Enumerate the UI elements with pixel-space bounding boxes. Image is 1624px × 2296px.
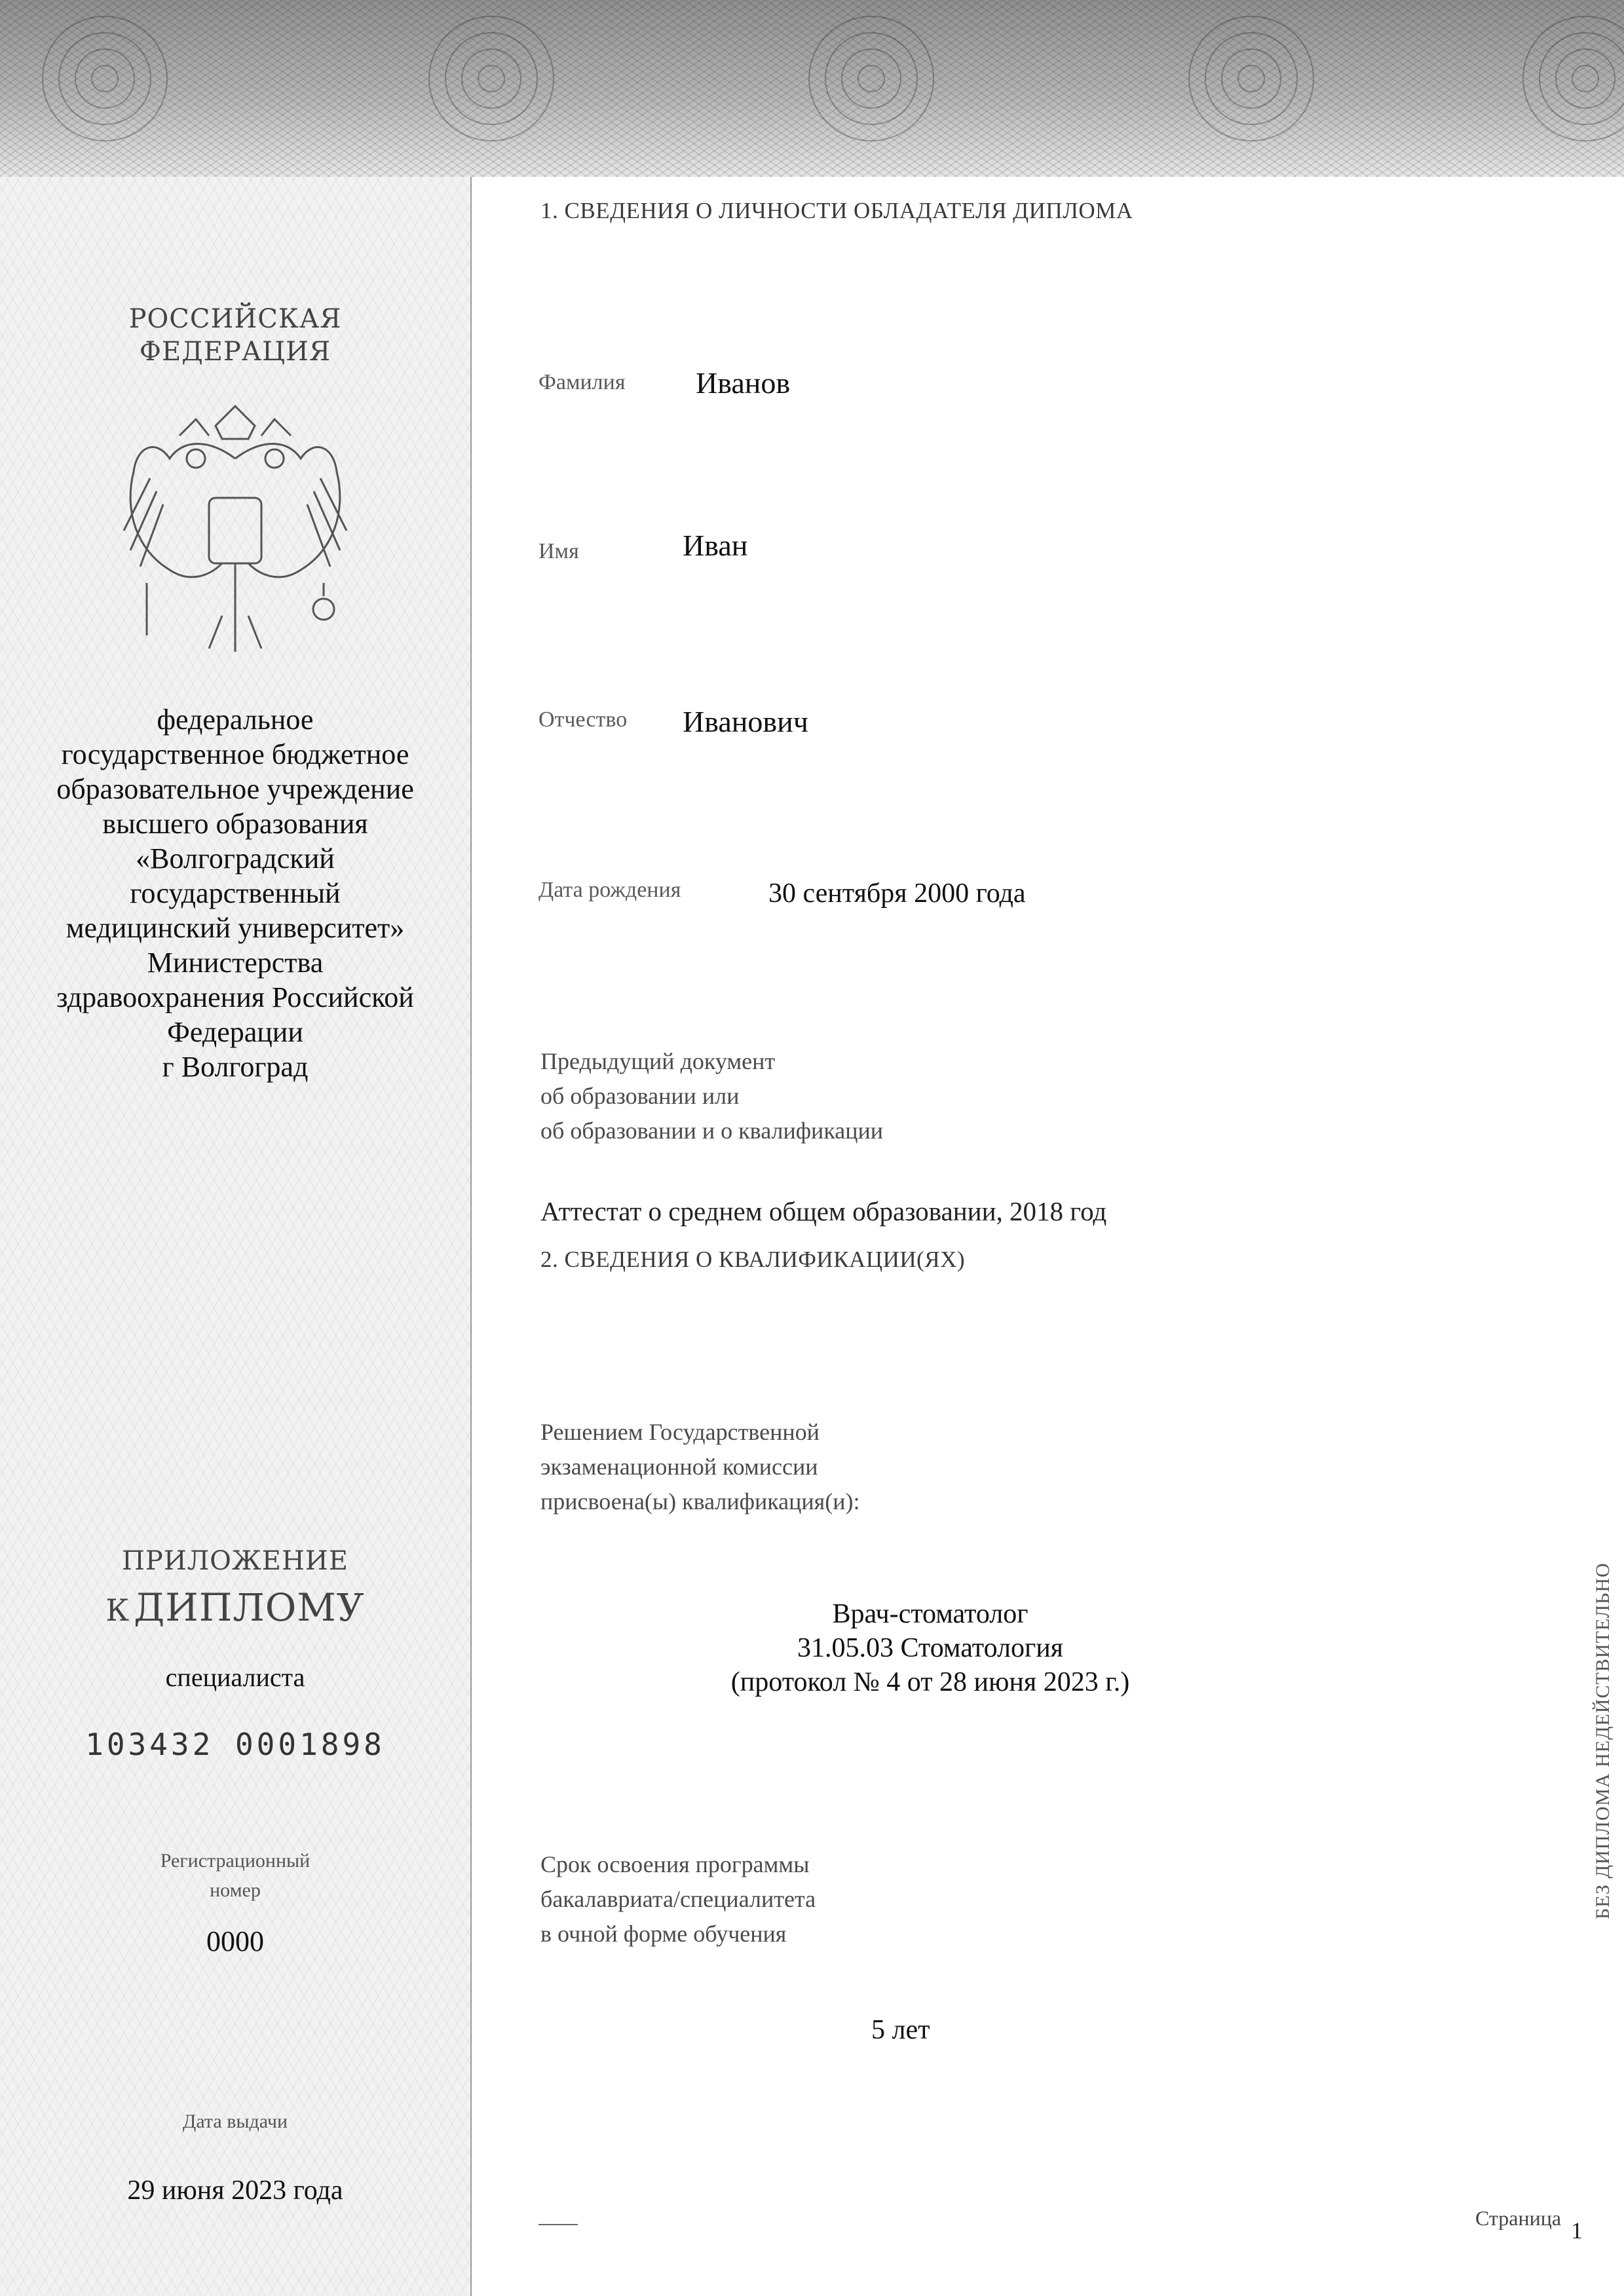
institution-line: г Волгоград — [162, 1051, 309, 1083]
surname-value: Иванов — [696, 366, 791, 400]
validity-side-note: БЕЗ ДИПЛОМА НЕДЕЙСТВИТЕЛЬНО — [1592, 1562, 1614, 1919]
doc-title-line-2 — [0, 1585, 470, 1630]
page-number: 1 — [1571, 2217, 1583, 2244]
institution-line: Федерации — [167, 1016, 303, 1048]
reg-label — [0, 1846, 470, 1905]
decision-label-line: присвоена(ы) квалификация(и): — [540, 1488, 860, 1515]
institution-name — [0, 702, 470, 1084]
institution-line: «Волгоградский — [136, 842, 335, 875]
doc-title-main: ДИПЛОМУ — [134, 1585, 365, 1630]
qualification — [681, 1597, 1179, 1699]
term-value: 5 лет — [871, 2015, 930, 2045]
reg-label-line-2: номер — [210, 1879, 261, 1901]
issue-date: 29 июня 2023 года — [127, 2175, 343, 2206]
term-label-line: бакалавриата/специалитета — [540, 1886, 816, 1912]
qualification-title: Врач-стоматолог — [832, 1599, 1029, 1629]
name-value: Иван — [683, 529, 748, 562]
decision-label-line: экзаменационной комиссии — [540, 1454, 818, 1480]
double-headed-eagle-icon — [111, 400, 360, 662]
section1-heading: 1. СВЕДЕНИЯ О ЛИЧНОСТИ ОБЛАДАТЕЛЯ ДИПЛОМА — [540, 198, 1133, 223]
institution-line: здравоохранения Российской — [56, 981, 414, 1013]
decision-label-line: Решением Государственной — [540, 1419, 820, 1445]
surname-label: Фамилия — [538, 370, 626, 394]
institution-line: образовательное учреждение — [56, 773, 414, 805]
doc-title-line-1: ПРИЛОЖЕНИЕ — [122, 1546, 349, 1576]
institution-line: Министерства — [147, 947, 324, 979]
prev-doc-label-line: об образовании или — [540, 1083, 740, 1109]
institution-line: государственный — [130, 877, 341, 909]
birth-date-value: 30 сентября 2000 года — [768, 878, 1026, 909]
prev-doc-label — [540, 1044, 883, 1148]
prev-doc-label-line: Предыдущий документ — [540, 1048, 776, 1074]
qualification-protocol: (протокол № 4 от 28 июня 2023 г.) — [730, 1667, 1130, 1697]
rosette-ornaments — [0, 0, 1624, 177]
term-label — [540, 1847, 816, 1951]
serial-number: 103432 0001898 — [85, 1727, 385, 1762]
page-label: Страница — [1475, 2206, 1562, 2230]
country-line-2: ФЕДЕРАЦИЯ — [139, 337, 331, 367]
institution-line: федеральное — [157, 704, 314, 736]
decision-label — [540, 1415, 859, 1519]
term-label-line: Срок освоения программы — [540, 1851, 810, 1877]
reg-number: 0000 — [206, 1925, 264, 1957]
qualification-specialty: 31.05.03 Стоматология — [797, 1633, 1064, 1663]
section2-heading: 2. СВЕДЕНИЯ О КВАЛИФИКАЦИИ(ЯХ) — [540, 1247, 966, 1272]
country-line-1: РОССИЙСКАЯ — [128, 304, 342, 334]
institution-line: высшего образования — [102, 808, 368, 840]
institution-line: государственное бюджетное — [61, 738, 409, 770]
term-label-line: в очной форме обучения — [540, 1921, 787, 1947]
country-name — [0, 303, 470, 368]
guilloche-header-band — [0, 0, 1624, 177]
degree-level: специалиста — [165, 1663, 305, 1692]
reg-label-line-1: Регистрационный — [160, 1850, 311, 1872]
footer-rule — [538, 2224, 578, 2225]
coat-of-arms-emblem — [0, 400, 470, 665]
patronymic-label: Отчество — [538, 707, 628, 732]
issue-date-label: Дата выдачи — [182, 2111, 288, 2132]
left-column — [0, 177, 472, 2296]
doc-title-prefix: К — [105, 1592, 130, 1628]
prev-doc-value: Аттестат о среднем общем образовании, 2018 год — [540, 1196, 1107, 1226]
birth-date-label: Дата рождения — [538, 878, 681, 902]
name-label: Имя — [538, 539, 579, 563]
prev-doc-label-line: об образовании и о квалификации — [540, 1118, 884, 1144]
patronymic-value: Иванович — [683, 705, 808, 738]
institution-line: медицинский университет» — [66, 912, 405, 944]
